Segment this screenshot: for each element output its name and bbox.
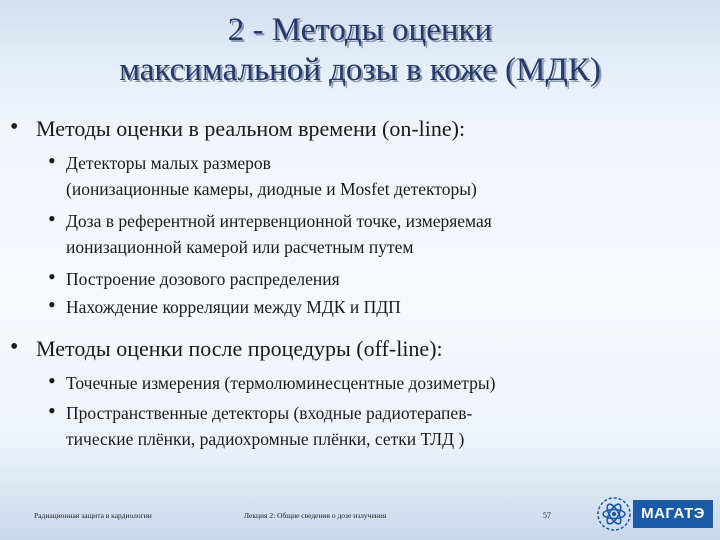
slide-title [40, 10, 680, 90]
item-line: (ионизационные камеры, диодные и Mosfet детекторы) [66, 179, 477, 199]
bullet-icon: • [48, 264, 56, 289]
item-line: Пространственные детекторы (входные радиотерапев- [66, 403, 473, 423]
item-line: Точечные измерения (термолюминесцентные дозиметры) [66, 373, 496, 393]
bullet-icon: • [10, 334, 19, 360]
item-line: Доза в референтной интервенционной точке, измеряемая [66, 211, 492, 231]
heading-text: Методы оценки после процедуры (off-line): [36, 336, 443, 361]
item-line: тические плёнки, радиохромные плёнки, сетки ТЛД ) [66, 429, 465, 449]
page-number: 57 [543, 511, 551, 520]
footer-lecture: Лекция 2: Общие сведения о дозе излучения [244, 511, 387, 520]
heading-text: Методы оценки в реальном времени (on-line): [36, 116, 466, 141]
iaea-atom-logo-icon [596, 496, 632, 532]
item-line: Детекторы малых размеров [66, 153, 271, 173]
item-line: Построение дозового распределения [66, 269, 340, 289]
item-line: Нахождение корреляции между МДК и ПДП [66, 297, 401, 317]
title-line-1: 2 - Методы оценки [227, 12, 493, 48]
bullet-icon: • [48, 368, 56, 393]
bullet-icon: • [48, 292, 56, 317]
bullet-icon: • [48, 206, 56, 231]
item-line: ионизационной камерой или расчетным путем [66, 237, 414, 257]
org-logo-label: МАГАТЭ [633, 500, 713, 528]
title-line-2: максимальной дозы в коже (МДК) [119, 52, 601, 88]
bullet-icon: • [48, 398, 56, 423]
footer-course: Радиационная защита в кардиологии [34, 511, 152, 520]
bullet-icon: • [10, 114, 19, 140]
bullet-icon: • [48, 148, 56, 173]
